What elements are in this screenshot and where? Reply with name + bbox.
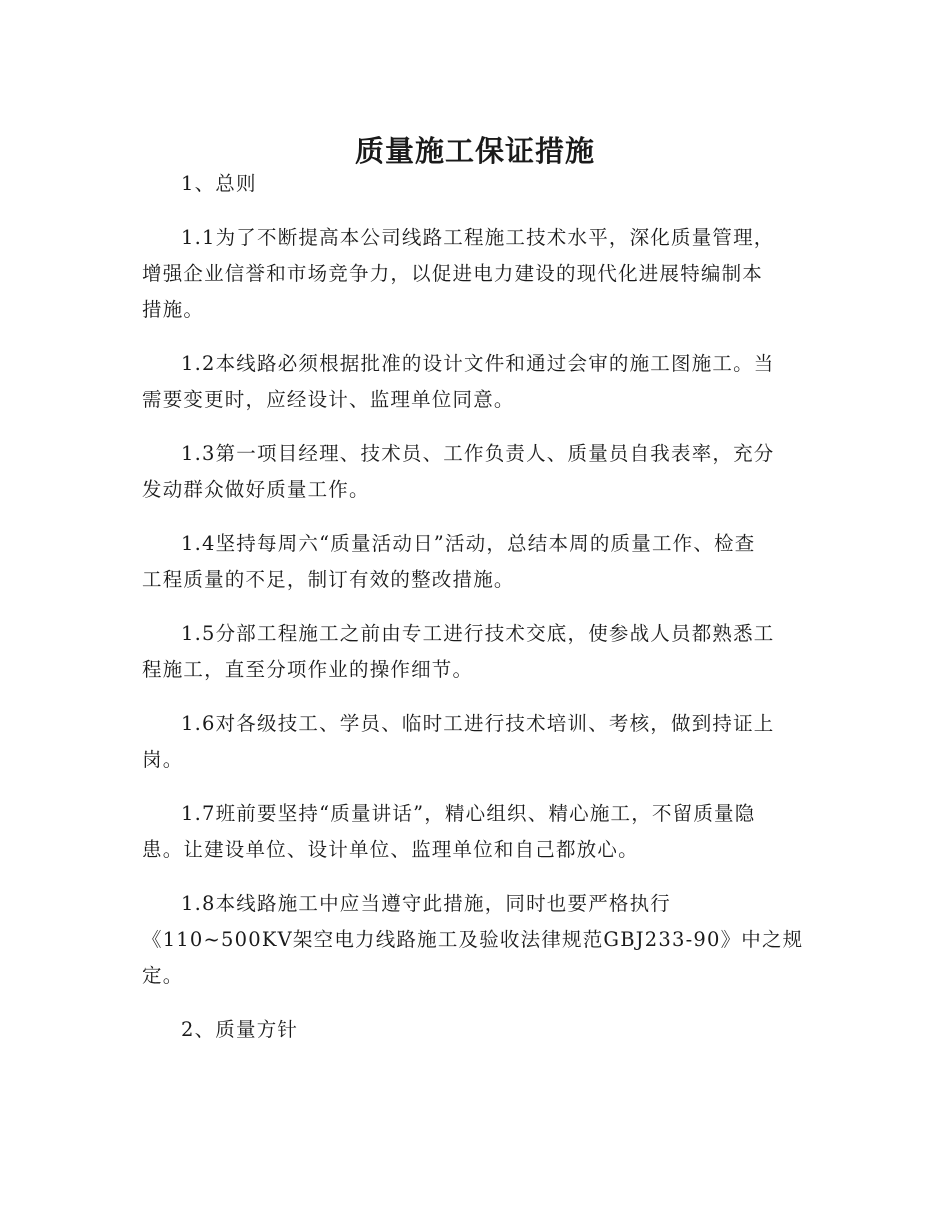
text-line: 《110~500KV架空电力线路施工及验收法律规范GBJ233-90》中之规 bbox=[142, 928, 804, 951]
text-line: 1.7班前要坚持“质量讲话”，精心组织、精心施工，不留质量隐 bbox=[181, 802, 756, 825]
text-line: 增强企业信誉和市场竞争力，以促进电力建设的现代化进展特编制本 bbox=[142, 262, 764, 285]
text-line: 2、质量方针 bbox=[181, 1018, 299, 1041]
paragraph-1-3 bbox=[142, 436, 810, 508]
text-line: 程施工，直至分项作业的操作细节。 bbox=[142, 658, 474, 681]
paragraph-1-4 bbox=[142, 526, 810, 598]
paragraph-1-8 bbox=[142, 886, 810, 994]
paragraph-1-6 bbox=[142, 706, 810, 778]
paragraph-1-1 bbox=[142, 220, 810, 328]
text-line: 定。 bbox=[142, 964, 184, 987]
text-line: 岗。 bbox=[142, 748, 184, 771]
text-line: 1.3第一项目经理、技术员、工作负责人、质量员自我表率，充分 bbox=[181, 442, 775, 465]
text-line: 发动群众做好质量工作。 bbox=[142, 478, 370, 501]
document-body bbox=[142, 166, 810, 1066]
document-title: 质量施工保证措施 bbox=[354, 134, 595, 169]
text-line: 1.4坚持每周六“质量活动日”活动，总结本周的质量工作、检查 bbox=[181, 532, 756, 555]
text-line: 1.6对各级技工、学员、临时工进行技术培训、考核，做到持证上 bbox=[181, 712, 775, 735]
section-heading-general bbox=[142, 166, 810, 202]
text-line: 1.8本线路施工中应当遵守此措施，同时也要严格执行 bbox=[181, 892, 672, 915]
text-line: 1.1为了不断提高本公司线路工程施工技术水平，深化质量管理， bbox=[181, 226, 775, 249]
paragraph-1-7 bbox=[142, 796, 810, 868]
paragraph-1-5 bbox=[142, 616, 810, 688]
text-line: 1.2本线路必须根据批准的设计文件和通过会审的施工图施工。当 bbox=[181, 352, 775, 375]
text-line: 1、总则 bbox=[181, 172, 257, 195]
section-heading-quality-policy bbox=[142, 1012, 810, 1048]
paragraph-1-2 bbox=[142, 346, 810, 418]
text-line: 患。让建设单位、设计单位、监理单位和自己都放心。 bbox=[142, 838, 639, 861]
text-line: 1.5分部工程施工之前由专工进行技术交底，使参战人员都熟悉工 bbox=[181, 622, 775, 645]
text-line: 工程质量的不足，制订有效的整改措施。 bbox=[142, 568, 515, 591]
text-line: 措施。 bbox=[142, 298, 205, 321]
text-line: 需要变更时，应经设计、监理单位同意。 bbox=[142, 388, 515, 411]
